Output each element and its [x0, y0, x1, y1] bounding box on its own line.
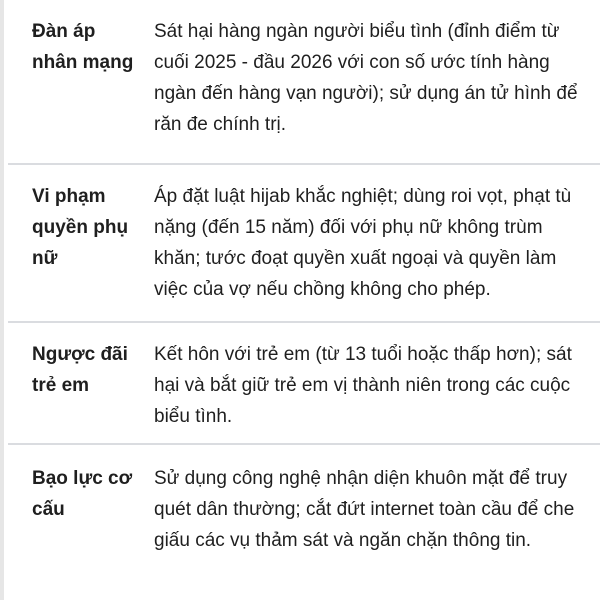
row-description: Áp đặt luật hijab khắc nghiệt; dùng roi vọt, phạt tù nặng (đến 15 năm) đối với phụ nữ không trùm khăn; tước đoạt quyền xuất ngoại và quyền làm việc của vợ nếu chồng không cho phép.	[154, 186, 572, 300]
row-term: Đàn áp nhân mạng	[32, 21, 134, 73]
row-term: Bạo lực cơ cấu	[32, 468, 133, 520]
table-row	[8, 445, 600, 600]
row-description: Kết hôn với trẻ em (từ 13 tuổi hoặc thấp hơn); sát hại và bắt giữ trẻ em vị thành niên trong các cuộc biểu tình.	[154, 344, 572, 427]
row-term: Vi phạm quyền phụ nữ	[32, 186, 129, 269]
table-row	[8, 165, 600, 323]
table-row	[8, 0, 600, 165]
row-description: Sát hại hàng ngàn người biểu tình (đỉnh điểm từ cuối 2025 - đầu 2026 với con số ước tính hàng ngàn đến hàng vạn người); sử dụng án tử hình để răn đe chính trị.	[154, 21, 578, 135]
row-term: Ngược đãi trẻ em	[32, 344, 128, 396]
table-row	[8, 323, 600, 445]
row-description: Sử dụng công nghệ nhận diện khuôn mặt để truy quét dân thường; cắt đứt internet toàn cầu để che giấu các vụ thảm sát và ngăn chặn thông tin.	[154, 468, 575, 551]
